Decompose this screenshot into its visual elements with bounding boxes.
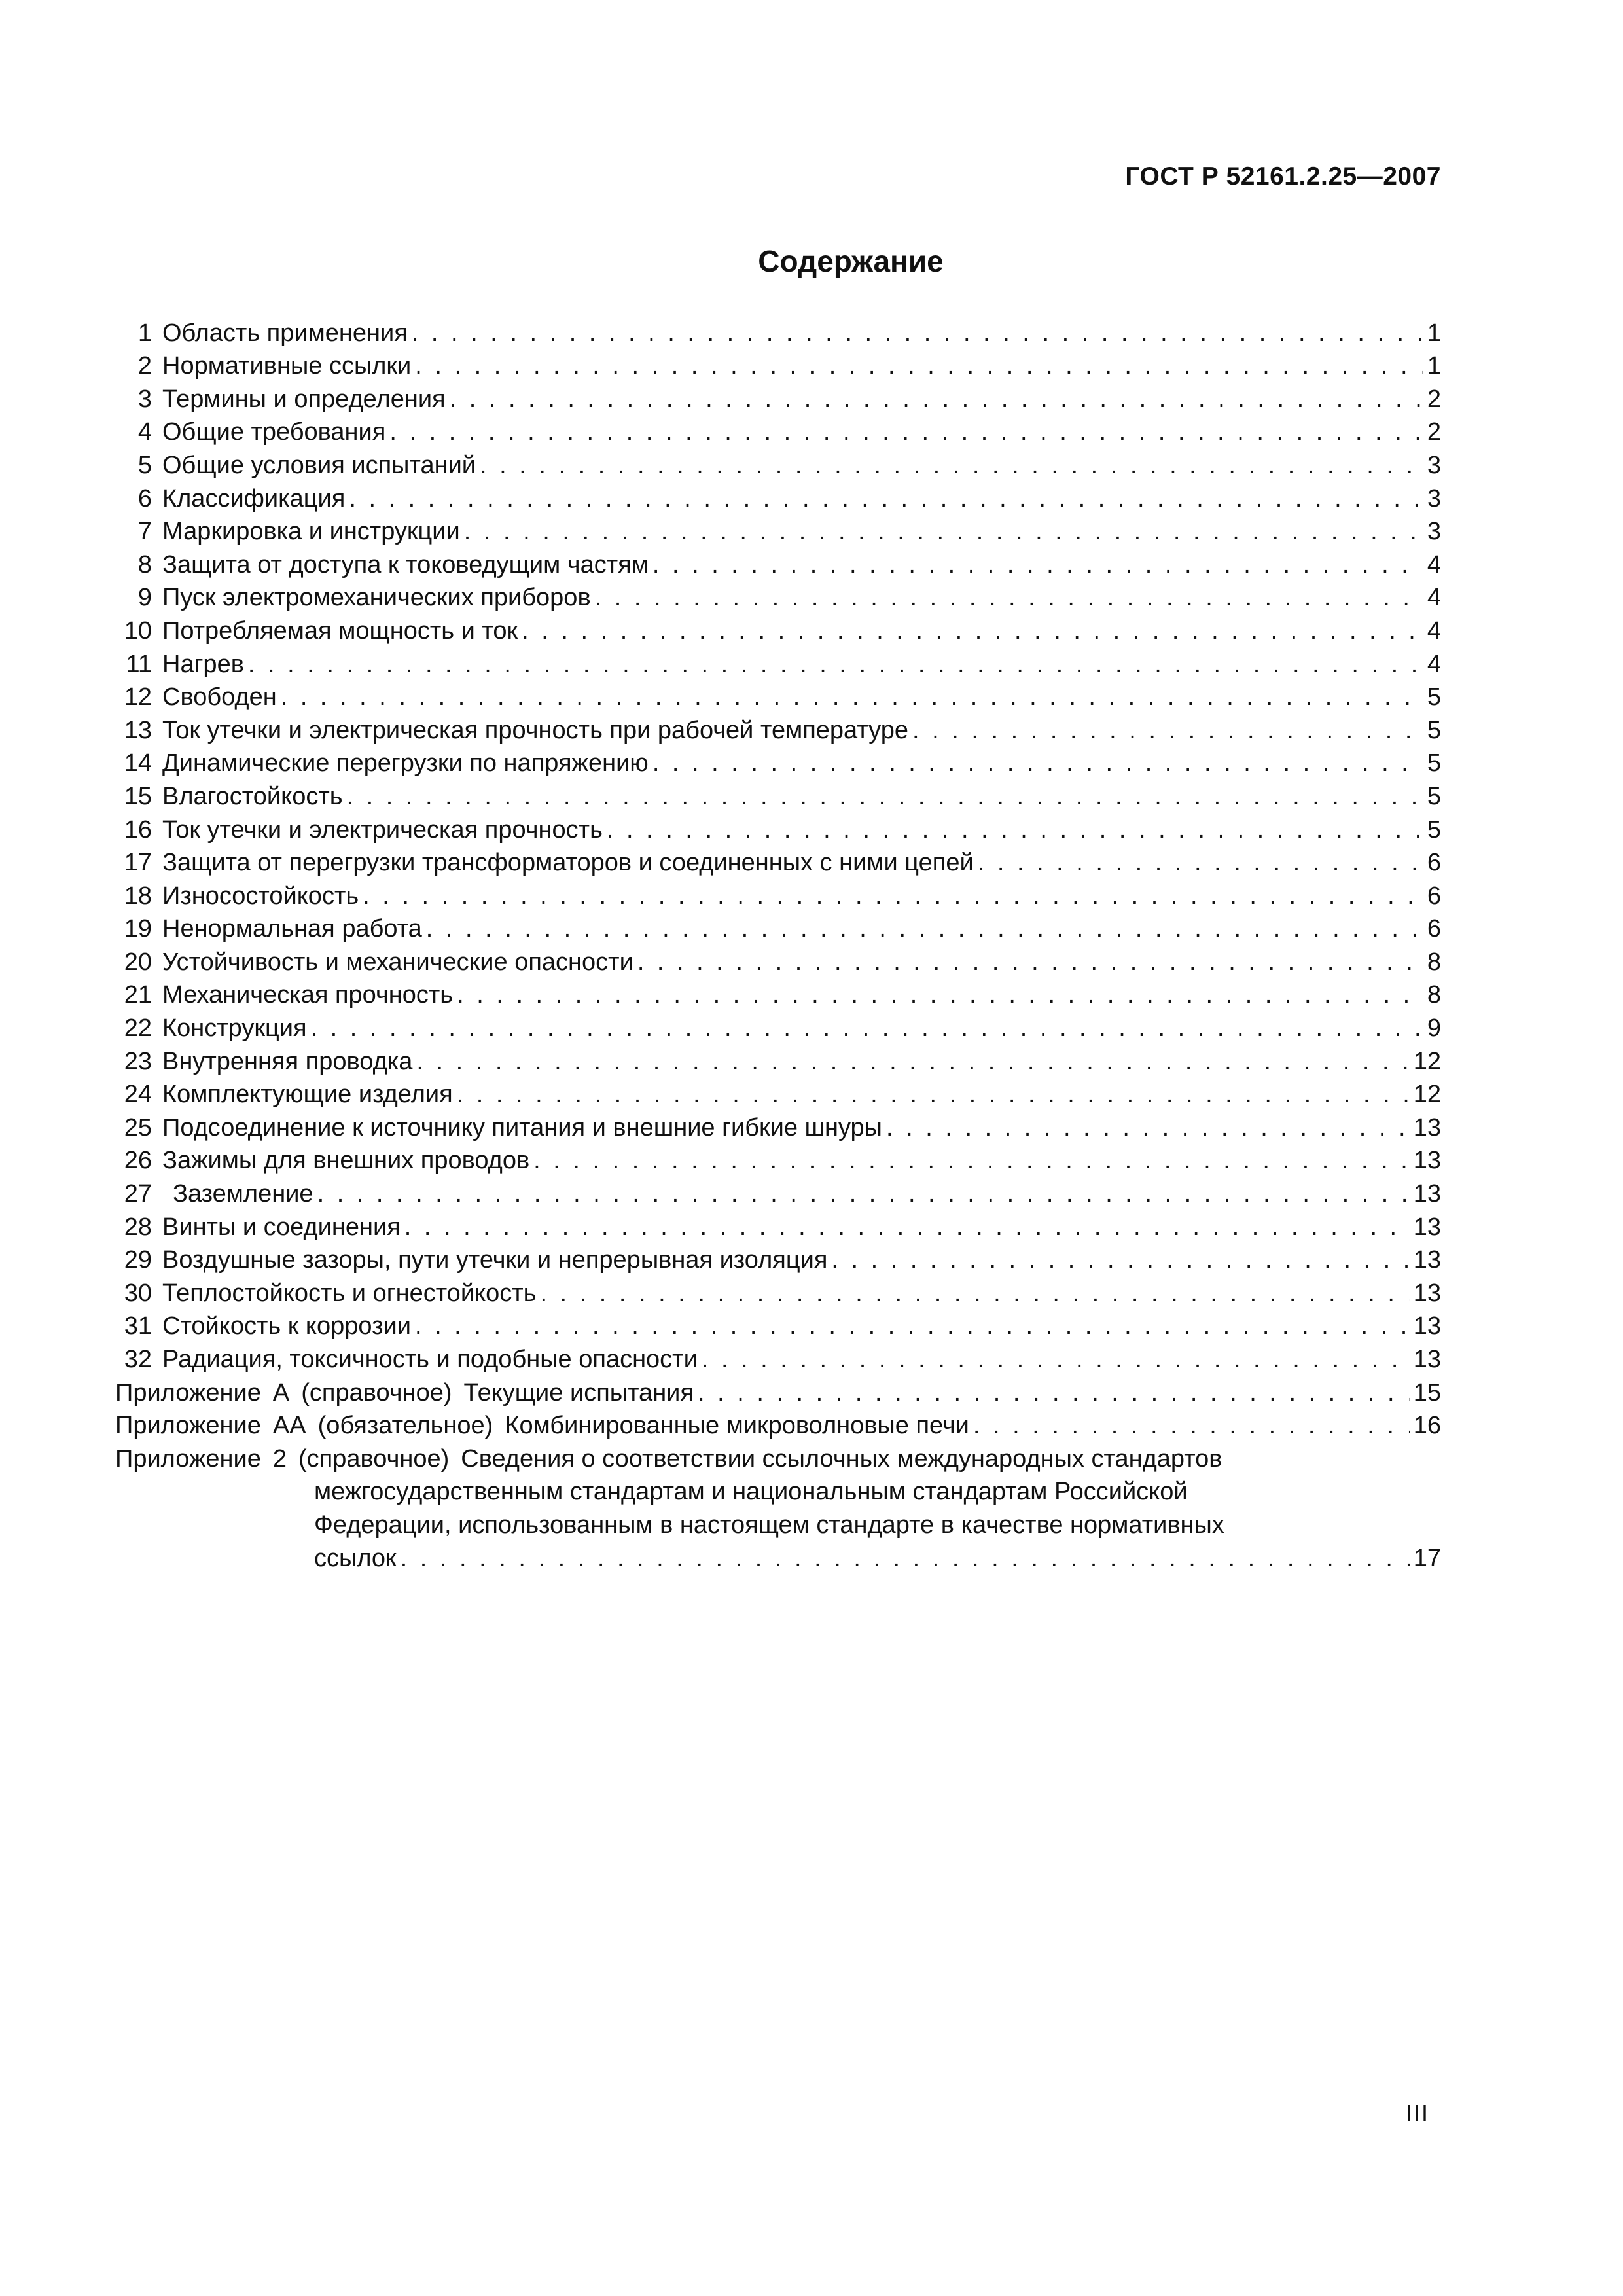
dot-leader (912, 716, 1423, 745)
section-title: Устойчивость и механические опасности (162, 948, 633, 976)
toc-entry[interactable] (115, 877, 1441, 910)
appendix-lead (115, 1444, 1222, 1473)
section-number: 25 (124, 1113, 152, 1141)
section-number: 17 (124, 849, 152, 877)
section-number: 32 (124, 1346, 152, 1373)
toc-entry[interactable] (115, 546, 1441, 579)
dot-leader (457, 980, 1423, 1009)
dot-leader (973, 1411, 1410, 1440)
section-title: Защита от доступа к токоведущим частям (162, 550, 649, 579)
section-title: Воздушные зазоры, пути утечки и непрерывная изоляция (162, 1246, 828, 1274)
toc-entry[interactable] (115, 1208, 1441, 1242)
toc-entry[interactable] (115, 1142, 1441, 1175)
toc-entry[interactable] (115, 348, 1441, 381)
dot-leader (831, 1246, 1409, 1274)
section-title: Конструкция (162, 1014, 307, 1043)
toc-entry[interactable] (115, 1076, 1441, 1109)
appendix-label: Приложение (115, 1412, 261, 1440)
page-number: 13 (1413, 1113, 1441, 1141)
section-title: Пуск электромеханических приборов (162, 584, 591, 612)
section-title: Стойкость к коррозии (162, 1312, 411, 1340)
appendix-title: Текущие испытания (463, 1378, 694, 1407)
section-number: 11 (126, 650, 152, 678)
section-number: 10 (124, 617, 152, 645)
section-number: 29 (124, 1246, 152, 1274)
toc-appendix-entry[interactable] (115, 1374, 1441, 1407)
appendix-kind: (справочное) (298, 1444, 450, 1473)
section-number: 1 (137, 319, 152, 347)
dot-leader (978, 848, 1423, 877)
page-number-roman: III (1405, 2100, 1429, 2126)
dot-leader (349, 484, 1423, 513)
section-number: 24 (124, 1081, 152, 1109)
section-number: 30 (124, 1279, 152, 1307)
page-number: 4 (1427, 650, 1441, 678)
section-title: Потребляемая мощность и ток (162, 617, 518, 645)
section-number: 18 (124, 882, 152, 910)
appendix-label: Приложение (115, 1444, 261, 1473)
dot-leader (652, 550, 1423, 579)
appendix-title-line-1: Сведения о соответствии ссылочных международных стандартов (461, 1444, 1222, 1473)
toc-entry[interactable] (115, 977, 1441, 1010)
dot-leader (886, 1113, 1410, 1142)
section-number: 21 (124, 981, 152, 1009)
page-number: 12 (1413, 1081, 1441, 1109)
page-number: 17 (1413, 1544, 1441, 1572)
section-title: Термины и определения (162, 385, 446, 413)
section-number: 15 (124, 782, 152, 810)
dot-leader (533, 1146, 1410, 1175)
dot-leader (637, 948, 1423, 977)
toc-entry[interactable] (115, 1009, 1441, 1043)
toc-heading: Содержание (758, 244, 944, 278)
page-number: 12 (1413, 1047, 1441, 1075)
toc-entry[interactable] (115, 1308, 1441, 1341)
page-number: 13 (1413, 1147, 1441, 1175)
dot-leader (595, 583, 1423, 612)
section-title: Нормативные ссылки (162, 352, 412, 380)
dot-leader (416, 1047, 1409, 1076)
section-number: 19 (124, 915, 152, 943)
appendix-title-line-4: ссылок (314, 1544, 397, 1572)
toc-entry[interactable] (115, 811, 1441, 844)
toc-entry[interactable] (115, 1175, 1441, 1208)
page-number: 13 (1413, 1346, 1441, 1373)
dot-leader (702, 1345, 1410, 1374)
section-title: Винты и соединения (162, 1213, 401, 1241)
section-title: Защита от перегрузки трансформаторов и соединенных с ними цепей (162, 849, 974, 877)
toc-entry[interactable] (115, 314, 1441, 348)
appendix-letter: А (272, 1378, 290, 1407)
page-number: 2 (1427, 385, 1441, 413)
page-number: 3 (1427, 451, 1441, 479)
toc-entry[interactable] (115, 1242, 1441, 1275)
toc-entry[interactable] (115, 711, 1441, 745)
toc-entry[interactable] (115, 679, 1441, 712)
toc-entry[interactable] (115, 480, 1441, 513)
dot-leader (363, 882, 1423, 910)
appendix-continuation (115, 1539, 1441, 1573)
page-number: 6 (1427, 915, 1441, 943)
section-number: 23 (124, 1047, 152, 1075)
toc-entry[interactable] (115, 1274, 1441, 1308)
appendix-kind: (обязательное) (317, 1412, 493, 1440)
page-number: 6 (1427, 849, 1441, 877)
section-title: Общие требования (162, 418, 386, 446)
page-number: 1 (1427, 352, 1441, 380)
appendix-title-line-2: межгосударственным стандартам и национальным стандартам Российской (314, 1478, 1188, 1506)
toc-entry[interactable] (115, 778, 1441, 811)
section-number: 14 (124, 749, 152, 778)
section-title: Ненормальная работа (162, 915, 422, 943)
toc-entry[interactable] (115, 645, 1441, 679)
page-number: 4 (1427, 617, 1441, 645)
dot-leader (607, 816, 1423, 844)
section-number: 31 (124, 1312, 152, 1340)
dot-leader (389, 418, 1423, 446)
page-number: 5 (1427, 716, 1441, 744)
dot-leader (347, 782, 1423, 811)
toc-entry[interactable] (115, 414, 1441, 447)
page-number: 5 (1427, 816, 1441, 844)
section-number: 9 (137, 584, 152, 612)
dot-leader (317, 1179, 1410, 1208)
section-title: Теплостойкость и огнестойкость (162, 1279, 537, 1307)
toc-entry[interactable] (115, 910, 1441, 944)
page-number: 3 (1427, 518, 1441, 546)
dot-leader (450, 385, 1423, 414)
page-number: 9 (1427, 1014, 1441, 1043)
dot-leader (415, 1312, 1410, 1340)
dot-leader (522, 617, 1423, 645)
page-number: 5 (1427, 749, 1441, 778)
section-number: 7 (137, 518, 152, 546)
section-number: 22 (124, 1014, 152, 1043)
toc-appendix-entry[interactable] (115, 1440, 1441, 1473)
dot-leader (652, 749, 1423, 778)
page-number: 5 (1427, 683, 1441, 711)
dot-leader (415, 351, 1423, 380)
section-number: 5 (137, 451, 152, 479)
section-number: 13 (124, 716, 152, 744)
toc-entry[interactable] (115, 380, 1441, 414)
section-title: Комплектующие изделия (162, 1081, 453, 1109)
section-title: Механическая прочность (162, 981, 454, 1009)
toc-appendix-entry[interactable] (115, 1407, 1441, 1441)
toc-entry[interactable] (115, 844, 1441, 878)
toc-entry[interactable] (115, 446, 1441, 480)
page-number: 8 (1427, 948, 1441, 976)
dot-leader (457, 1080, 1410, 1109)
appendix-lead (115, 1411, 969, 1440)
page-number: 13 (1413, 1246, 1441, 1274)
dot-leader (311, 1014, 1423, 1043)
document-code: ГОСТ Р 52161.2.25—2007 (1125, 162, 1441, 190)
toc-entry[interactable] (115, 745, 1441, 778)
toc-entry[interactable] (115, 1043, 1441, 1076)
toc-entry[interactable] (115, 943, 1441, 977)
toc-entry[interactable] (115, 1109, 1441, 1142)
section-title: Заземление (173, 1180, 313, 1208)
page-number: 2 (1427, 418, 1441, 446)
section-number: 27 (124, 1180, 152, 1208)
dot-leader (281, 683, 1423, 711)
section-title: Область применения (162, 319, 408, 347)
page-number: 8 (1427, 981, 1441, 1009)
section-title: Классификация (162, 484, 346, 512)
section-number: 16 (124, 816, 152, 844)
dot-leader (698, 1378, 1410, 1407)
page-number: 5 (1427, 782, 1441, 810)
section-number: 2 (137, 352, 152, 380)
toc-entry[interactable] (115, 1340, 1441, 1374)
page-number: 4 (1427, 584, 1441, 612)
section-title: Ток утечки и электрическая прочность при рабочей температуре (162, 716, 909, 744)
section-number: 26 (124, 1147, 152, 1175)
appendix-letter: 2 (272, 1444, 287, 1473)
appendix-continuation (115, 1506, 1441, 1539)
page-number: 6 (1427, 882, 1441, 910)
dot-leader (412, 319, 1423, 348)
section-title: Влагостойкость (162, 782, 343, 810)
dot-leader (464, 517, 1423, 546)
section-title: Ток утечки и электрическая прочность (162, 816, 603, 844)
section-title: Динамические перегрузки по напряжению (162, 749, 649, 778)
section-number: 8 (137, 550, 152, 579)
page-number: 15 (1413, 1378, 1441, 1407)
section-number: 12 (124, 683, 152, 711)
toc-entry[interactable] (115, 513, 1441, 547)
appendix-lead (115, 1378, 694, 1407)
appendix-letter: АА (272, 1412, 306, 1440)
section-number: 28 (124, 1213, 152, 1241)
section-title: Зажимы для внешних проводов (162, 1147, 530, 1175)
section-title: Общие условия испытаний (162, 451, 476, 479)
section-number: 6 (137, 484, 152, 512)
section-number: 20 (124, 948, 152, 976)
dot-leader (248, 650, 1423, 679)
page-number: 13 (1413, 1279, 1441, 1307)
section-title: Маркировка и инструкции (162, 518, 460, 546)
dot-leader (401, 1544, 1410, 1573)
section-title: Нагрев (162, 650, 244, 678)
dot-leader (480, 451, 1423, 480)
page-number: 13 (1413, 1213, 1441, 1241)
appendix-label: Приложение (115, 1378, 261, 1407)
toc-entry[interactable] (115, 612, 1441, 645)
page-number: 13 (1413, 1312, 1441, 1340)
appendix-kind: (справочное) (301, 1378, 452, 1407)
page-number: 4 (1427, 550, 1441, 579)
page-number: 3 (1427, 484, 1441, 512)
section-title: Износостойкость (162, 882, 359, 910)
section-title: Радиация, токсичность и подобные опасности (162, 1346, 698, 1373)
section-number: 4 (137, 418, 152, 446)
appendix-title: Комбинированные микроволновые печи (505, 1412, 969, 1440)
toc-entry[interactable] (115, 579, 1441, 613)
section-title: Свободен (162, 683, 277, 711)
table-of-contents (115, 314, 1441, 1573)
section-title: Подсоединение к источнику питания и внешние гибкие шнуры (162, 1113, 882, 1141)
dot-leader (540, 1279, 1409, 1308)
dot-leader (404, 1213, 1410, 1242)
page-number: 1 (1427, 319, 1441, 347)
appendix-title-line-3: Федерации, использованным в настоящем стандарте в качестве нормативных (314, 1511, 1224, 1539)
section-title: Внутренняя проводка (162, 1047, 413, 1075)
page-number: 13 (1413, 1180, 1441, 1208)
dot-leader (426, 914, 1423, 943)
appendix-continuation (115, 1473, 1441, 1507)
page-number: 16 (1413, 1412, 1441, 1440)
section-number: 3 (137, 385, 152, 413)
